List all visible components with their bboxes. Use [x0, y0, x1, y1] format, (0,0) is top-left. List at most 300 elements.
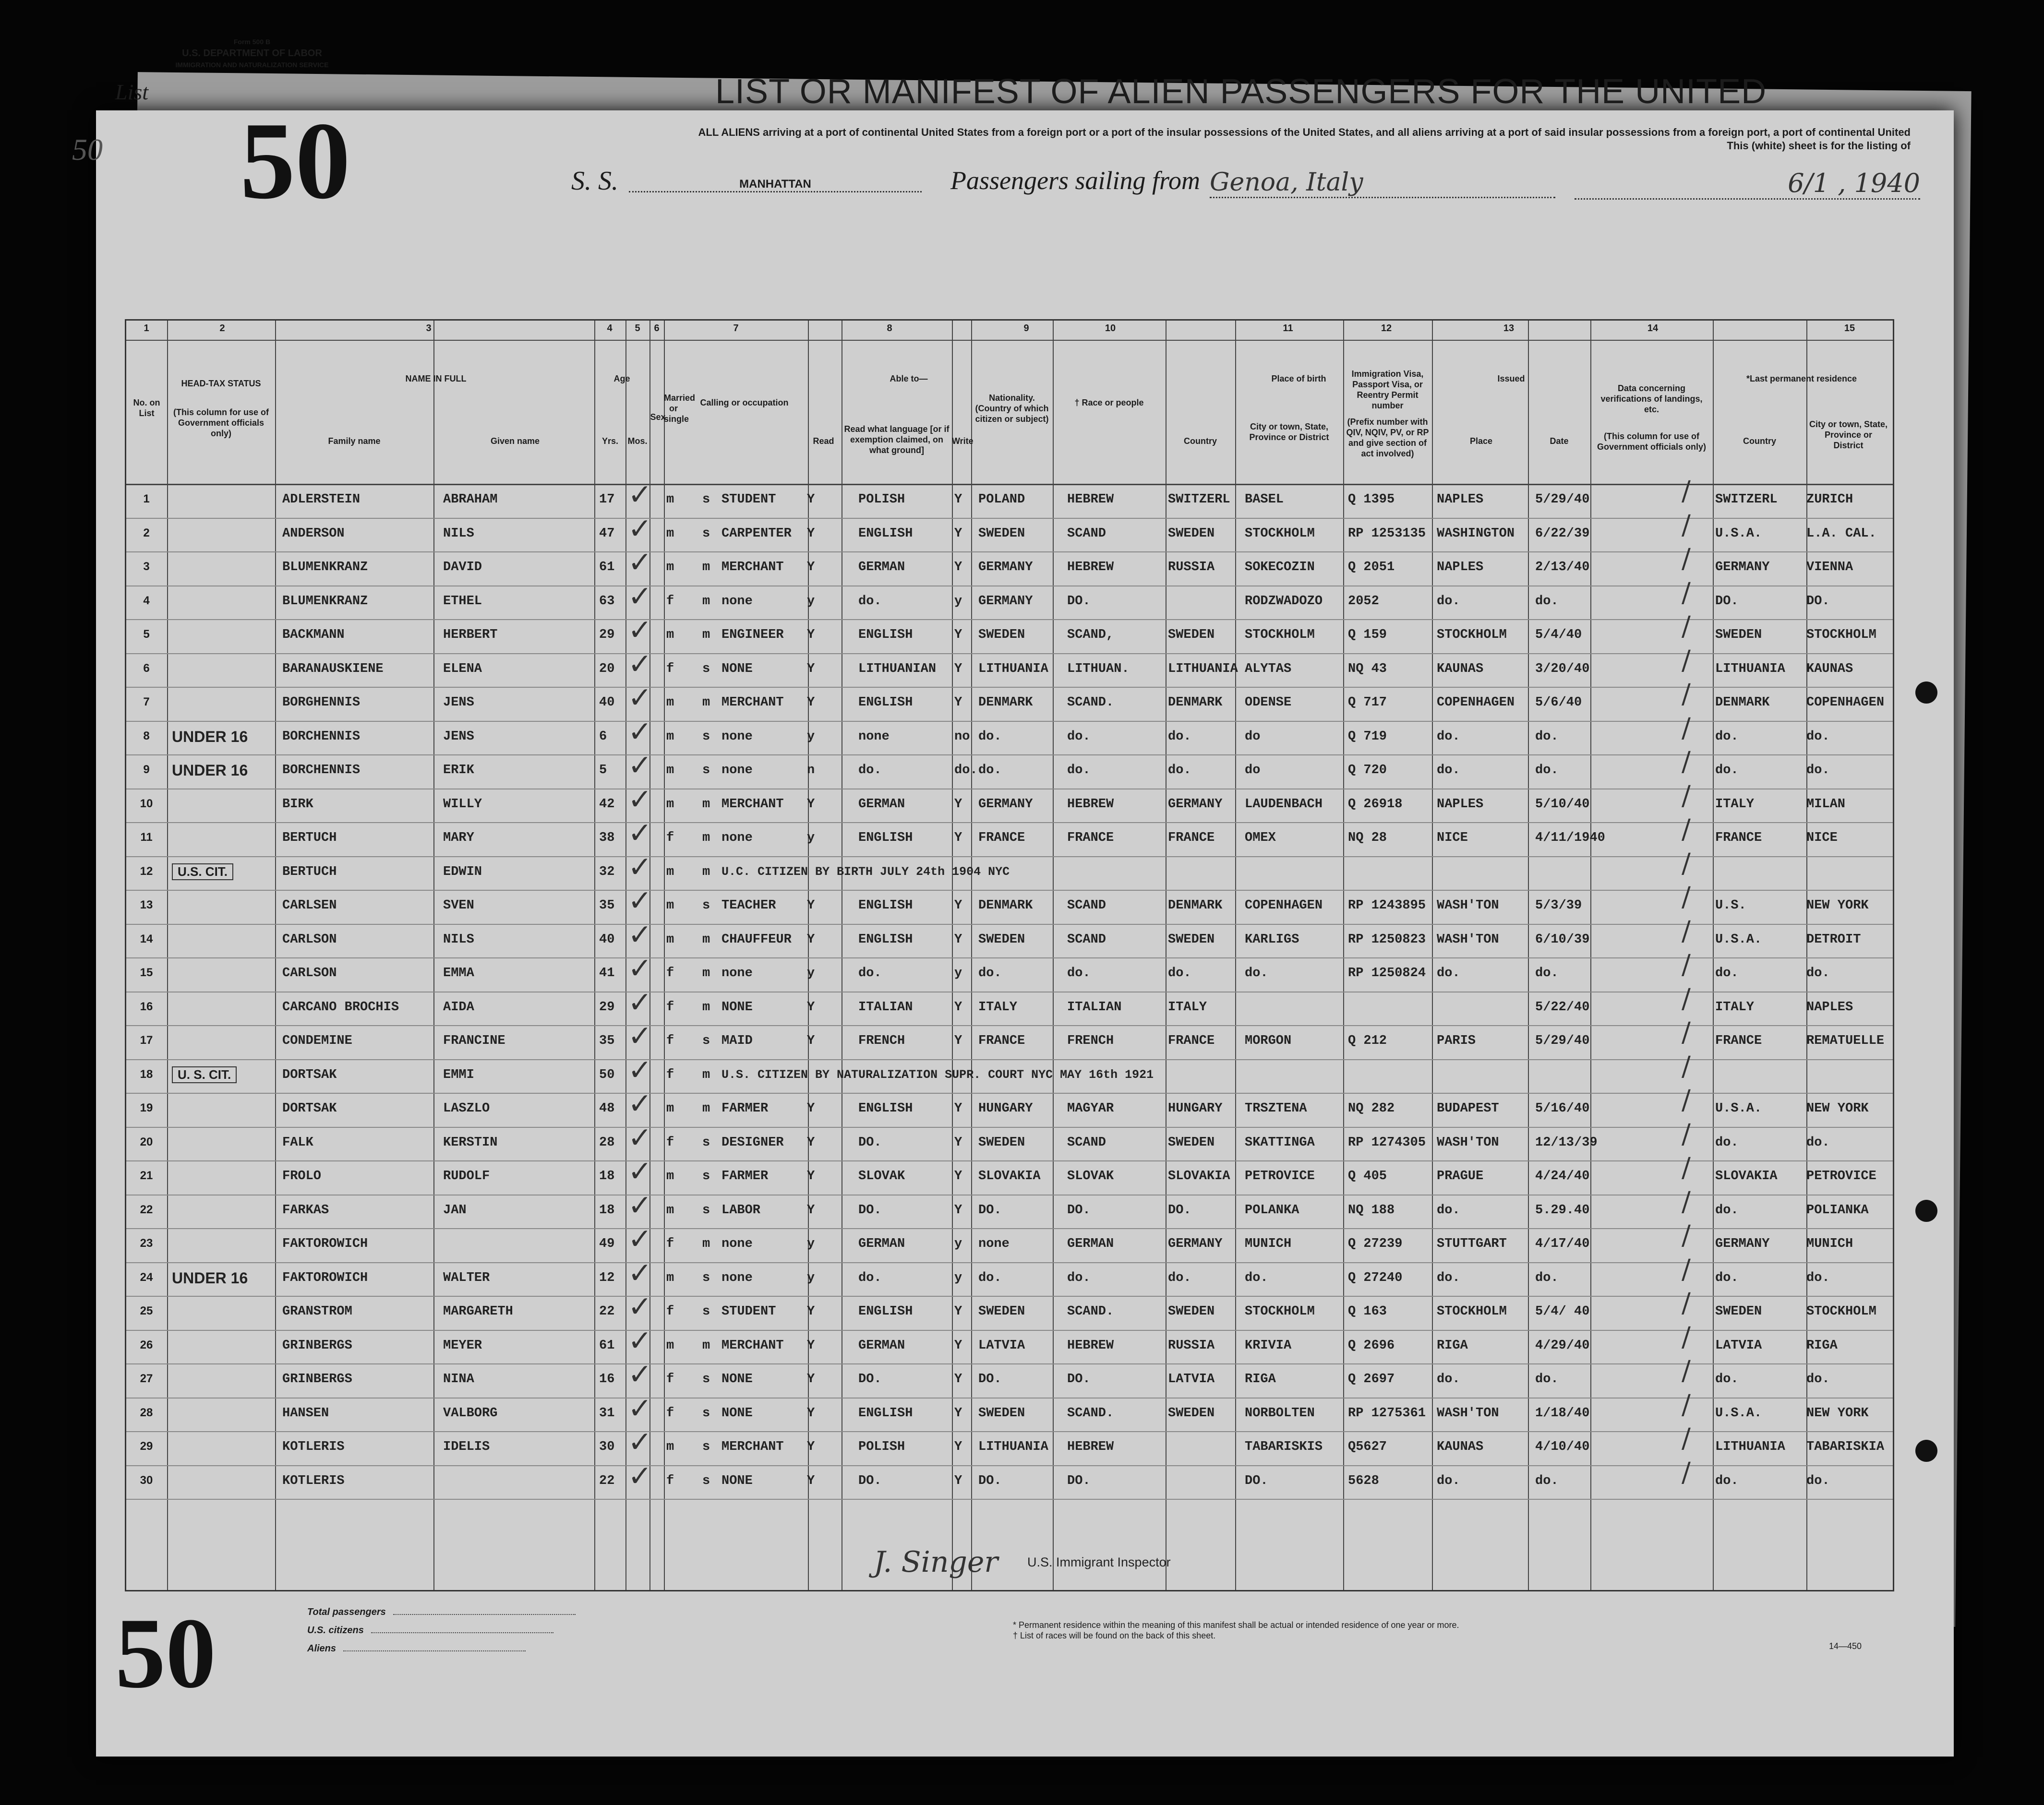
- cell-family: DORTSAK: [282, 1067, 337, 1082]
- cell-nat: LATVIA: [978, 1338, 1025, 1353]
- cell-yrs: 49: [599, 1237, 615, 1251]
- cell-given: WILLY: [443, 797, 482, 812]
- cell-race: LITHUAN.: [1067, 661, 1130, 676]
- cell-rcountry: U.S.: [1715, 898, 1746, 913]
- cell-rcity: NAPLES: [1806, 1000, 1853, 1015]
- cell-family: ANDERSON: [282, 526, 345, 541]
- cell-family: GRINBERGS: [282, 1338, 352, 1353]
- head-tax-status: U.S. CIT.: [172, 863, 233, 880]
- cell-idate: 5/4/40: [1535, 628, 1582, 642]
- aliens-row: [307, 1639, 576, 1658]
- cell-family: BACKMANN: [282, 628, 345, 642]
- cell-read: Y: [807, 1440, 815, 1454]
- row-number: 15: [140, 966, 153, 979]
- column-rule: [1235, 321, 1236, 1590]
- cell-family: CARLSEN: [282, 898, 337, 913]
- cell-lang: do.: [858, 1270, 882, 1285]
- cell-occ: STUDENT: [721, 492, 776, 507]
- verification-tick: /: [1682, 509, 1691, 541]
- cell-lang: DO.: [858, 1203, 882, 1218]
- column-rule: [1053, 321, 1054, 1590]
- cell-nat: FRANCE: [978, 831, 1025, 845]
- cell-bcountry: SWEDEN: [1168, 932, 1215, 947]
- column-number: 2: [219, 323, 225, 334]
- column-rule: [1343, 321, 1344, 1590]
- row-number: 16: [140, 1000, 153, 1013]
- cell-bcountry: do.: [1168, 1270, 1191, 1285]
- inspector-signature: J. Singer: [874, 1545, 998, 1579]
- totals-block: [307, 1603, 576, 1658]
- cell-occ: STUDENT: [721, 1304, 776, 1319]
- cell-sex: m: [666, 695, 674, 710]
- check-mark-icon: ✓: [628, 850, 652, 884]
- cell-occ: ENGINEER: [721, 628, 784, 642]
- cell-sex: f: [666, 1067, 674, 1082]
- cell-lang: none: [858, 729, 890, 744]
- cell-nat: GERMANY: [978, 797, 1033, 812]
- cell-rcity: VIENNA: [1806, 560, 1853, 574]
- cell-occ: NONE: [721, 1473, 753, 1488]
- cell-race: SCAND: [1067, 898, 1106, 913]
- cell-lang: ENGLISH: [858, 628, 913, 642]
- verification-tick: /: [1682, 1085, 1691, 1116]
- cell-visa: Q 405: [1348, 1169, 1387, 1183]
- cell-bcity: STOCKHOLM: [1245, 526, 1315, 541]
- cell-rcity: L.A. CAL.: [1806, 526, 1876, 541]
- cell-nat: SWEDEN: [978, 526, 1025, 541]
- cell-ms: s: [702, 1169, 710, 1183]
- list-number: 50: [240, 99, 350, 222]
- cell-family: BORCHENNIS: [282, 729, 361, 744]
- subtitle: [374, 126, 1911, 153]
- cell-read: y: [807, 831, 815, 845]
- check-mark-icon: ✓: [628, 782, 652, 816]
- check-mark-icon: ✓: [628, 1324, 652, 1358]
- cell-yrs: 42: [599, 797, 615, 812]
- check-mark-icon: ✓: [628, 884, 652, 918]
- cell-family: HANSEN: [282, 1406, 329, 1421]
- total-passengers-field: [393, 1614, 576, 1615]
- cell-rcity: NICE: [1806, 831, 1838, 845]
- cell-rcity: MUNICH: [1806, 1237, 1853, 1251]
- check-mark-icon: ✓: [628, 512, 652, 546]
- cell-lang: do.: [858, 594, 882, 609]
- cell-occ: NONE: [721, 661, 753, 676]
- cell-ms: s: [702, 492, 710, 507]
- row-rule: [126, 1499, 1893, 1500]
- cell-nat: do.: [978, 966, 1002, 980]
- row-number: 28: [140, 1406, 153, 1419]
- row-rule: [126, 1160, 1893, 1161]
- cell-rcountry: do.: [1715, 1203, 1739, 1218]
- cell-bcity: NORBOLTEN: [1245, 1406, 1315, 1421]
- cell-ms: s: [702, 898, 710, 913]
- cell-idate: 4/17/40: [1535, 1237, 1590, 1251]
- cell-bcountry: do.: [1168, 729, 1191, 744]
- cell-bcity: do: [1245, 729, 1261, 744]
- cell-occ: TEACHER: [721, 898, 776, 913]
- cell-sex: m: [666, 1101, 674, 1116]
- cell-read: Y: [807, 1169, 815, 1183]
- us-citizens-row: [307, 1621, 576, 1639]
- cell-ms: m: [702, 1338, 710, 1353]
- cell-race: DO.: [1067, 1372, 1091, 1387]
- cell-rcity: do.: [1806, 763, 1830, 777]
- cell-occ: CHAUFFEUR: [721, 932, 792, 947]
- column-number: 3: [426, 323, 432, 334]
- cell-yrs: 47: [599, 526, 615, 541]
- check-mark-icon: ✓: [628, 1222, 652, 1256]
- cell-rcountry: U.S.A.: [1715, 932, 1762, 947]
- cell-iplace: STOCKHOLM: [1437, 1304, 1507, 1319]
- verification-tick: /: [1682, 679, 1691, 710]
- cell-nat: FRANCE: [978, 1034, 1025, 1048]
- cell-occ: MAID: [721, 1034, 753, 1048]
- cell-write: Y: [954, 1473, 962, 1488]
- cell-rcountry: do.: [1715, 1270, 1739, 1285]
- cell-ms: m: [702, 628, 710, 642]
- cell-write: y: [954, 1237, 962, 1251]
- cell-read: Y: [807, 560, 815, 574]
- bottom-list-number: 50: [115, 1598, 216, 1709]
- cell-rcountry: ITALY: [1715, 1000, 1755, 1015]
- cell-read: Y: [807, 797, 815, 812]
- cell-given: NILS: [443, 932, 474, 947]
- column-header-family-name: Family name: [328, 436, 381, 446]
- cell-iplace: do.: [1437, 1473, 1460, 1488]
- cell-visa: NQ 282: [1348, 1101, 1395, 1116]
- column-header-yrs: Yrs.: [601, 436, 619, 446]
- department: U.S. DEPARTMENT OF LABOR: [182, 48, 322, 59]
- cell-race: HEBREW: [1067, 492, 1114, 507]
- cell-visa: Q 212: [1348, 1034, 1387, 1048]
- cell-idate: do.: [1535, 763, 1559, 777]
- cell-bcountry: SWEDEN: [1168, 1304, 1215, 1319]
- cell-read: Y: [807, 1101, 815, 1116]
- cell-iplace: NICE: [1437, 831, 1468, 845]
- column-header-last-residence: *Last permanent residence: [1746, 374, 1857, 383]
- row-number: 18: [140, 1067, 153, 1081]
- verification-tick: /: [1682, 848, 1691, 879]
- column-number: 4: [607, 323, 613, 334]
- cell-idate: 5/4/ 40: [1535, 1304, 1590, 1319]
- cell-family: BIRK: [282, 797, 313, 812]
- cell-rcountry: ITALY: [1715, 797, 1755, 812]
- cell-occ: none: [721, 594, 753, 609]
- check-mark-icon: ✓: [628, 985, 652, 1019]
- cell-occ: none: [721, 1237, 753, 1251]
- cell-occ: MERCHANT: [721, 1440, 784, 1454]
- column-header-read: Read: [813, 436, 834, 446]
- cell-race: SCAND.: [1067, 1406, 1114, 1421]
- cell-rcountry: DENMARK: [1715, 695, 1770, 710]
- cell-read: Y: [807, 492, 815, 507]
- cell-bcountry: LITHUANIA: [1168, 661, 1238, 676]
- cell-family: BLUMENKRANZ: [282, 560, 368, 574]
- cell-idate: do.: [1535, 966, 1559, 980]
- cell-family: KOTLERIS: [282, 1473, 345, 1488]
- check-mark-icon: ✓: [628, 1391, 652, 1425]
- cell-race: SCAND: [1067, 526, 1106, 541]
- cell-bcountry: DO.: [1168, 1203, 1191, 1218]
- cell-family: DORTSAK: [282, 1101, 337, 1116]
- cell-rcity: do.: [1806, 1270, 1830, 1285]
- cell-yrs: 16: [599, 1372, 615, 1387]
- cell-iplace: do.: [1437, 1372, 1460, 1387]
- verification-tick: /: [1682, 712, 1691, 744]
- cell-read: Y: [807, 628, 815, 642]
- cell-visa: Q 27240: [1348, 1270, 1403, 1285]
- cell-ms: m: [702, 560, 710, 574]
- form-number: Form 500 B: [233, 38, 271, 46]
- cell-nat: DO.: [978, 1473, 1002, 1488]
- cell-rcountry: SWEDEN: [1715, 628, 1762, 642]
- cell-race: MAGYAR: [1067, 1101, 1114, 1116]
- cell-nat: SLOVAKIA: [978, 1169, 1041, 1183]
- cell-bcountry: HUNGARY: [1168, 1101, 1223, 1116]
- column-rule: [952, 321, 953, 1590]
- cell-lang: ITALIAN: [858, 1000, 913, 1015]
- check-mark-icon: ✓: [628, 1188, 652, 1222]
- cell-lang: ENGLISH: [858, 1304, 913, 1319]
- cell-ms: m: [702, 797, 710, 812]
- cell-family: KOTLERIS: [282, 1440, 345, 1454]
- row-number: 17: [140, 1034, 153, 1047]
- cell-read: n: [807, 763, 815, 777]
- cell-iplace: do.: [1437, 594, 1460, 609]
- cell-nat: do.: [978, 729, 1002, 744]
- row-rule: [126, 721, 1893, 722]
- cell-write: y: [954, 1270, 962, 1285]
- cell-yrs: 32: [599, 864, 615, 879]
- cell-family: GRINBERGS: [282, 1372, 352, 1387]
- cell-read: Y: [807, 898, 815, 913]
- cell-bcity: STOCKHOLM: [1245, 628, 1315, 642]
- cell-visa: NQ 188: [1348, 1203, 1395, 1218]
- cell-read: Y: [807, 1338, 815, 1353]
- cell-lang: ENGLISH: [858, 695, 913, 710]
- column-header-place: Place: [1469, 436, 1493, 446]
- sailing-date: 6/1 , 1940: [1575, 168, 1920, 200]
- cell-occ: MERCHANT: [721, 695, 784, 710]
- cell-bcountry: SWEDEN: [1168, 526, 1215, 541]
- subtitle-line1: ALL ALIENS arriving at a port of continental United States from a foreign port or a port of the insular possessions of the United States, and all aliens arriving at a port of said insular possessions from a foreign port, a port of continental United: [698, 126, 1911, 138]
- cell-occ: none: [721, 966, 753, 980]
- column-rule: [808, 321, 809, 1590]
- cell-ms: s: [702, 1440, 710, 1454]
- cell-family: BERTUCH: [282, 864, 337, 879]
- departure-port: Genoa, Italy: [1210, 168, 1555, 198]
- cell-read: Y: [807, 1304, 815, 1319]
- cell-lang: GERMAN: [858, 560, 905, 574]
- cell-bcity: do.: [1245, 1270, 1268, 1285]
- cell-lang: ENGLISH: [858, 526, 913, 541]
- check-mark-icon: ✓: [628, 749, 652, 782]
- aliens-field: [343, 1650, 526, 1651]
- cell-ms: m: [702, 1000, 710, 1015]
- check-mark-icon: ✓: [628, 546, 652, 579]
- cell-bcountry: SWITZERL: [1168, 492, 1230, 507]
- cell-bcity: do: [1245, 763, 1261, 777]
- cell-ms: s: [702, 1473, 710, 1488]
- cell-read: Y: [807, 1372, 815, 1387]
- cell-lang: LITHUANIAN: [858, 661, 937, 676]
- cell-visa: Q 2697: [1348, 1372, 1395, 1387]
- cell-idate: do.: [1535, 594, 1559, 609]
- punch-hole: [1915, 1200, 1937, 1222]
- cell-given: SVEN: [443, 898, 474, 913]
- cell-yrs: 29: [599, 1000, 615, 1015]
- row-rule: [126, 1296, 1893, 1297]
- verification-tick: /: [1682, 543, 1691, 574]
- cell-occ: U.C. CITIZEN BY BIRTH JULY 24th 1904 NYC: [721, 864, 1010, 879]
- cell-idate: 5.29.40: [1535, 1203, 1590, 1218]
- cell-nat: do.: [978, 763, 1002, 777]
- check-mark-icon: ✓: [628, 579, 652, 613]
- cell-bcity: PETROVICE: [1245, 1169, 1315, 1183]
- cell-given: RUDOLF: [443, 1169, 490, 1183]
- cell-lang: DO.: [858, 1473, 882, 1488]
- footnote-residence: * Permanent residence within the meaning of this manifest shall be actual or intended residence of one year or more.: [1013, 1620, 1459, 1630]
- cell-race: FRENCH: [1067, 1034, 1114, 1048]
- cell-lang: GERMAN: [858, 1237, 905, 1251]
- cell-family: CARLSON: [282, 932, 337, 947]
- cell-write: Y: [954, 1372, 962, 1387]
- cell-rcountry: do.: [1715, 966, 1739, 980]
- verification-tick: /: [1682, 1152, 1691, 1183]
- row-rule: [126, 1431, 1893, 1432]
- header-rule: [126, 484, 1893, 485]
- cell-lang: DO.: [858, 1372, 882, 1387]
- cell-nat: LITHUANIA: [978, 1440, 1048, 1454]
- cell-race: HEBREW: [1067, 1338, 1114, 1353]
- cell-sex: f: [666, 1237, 674, 1251]
- cell-given: VALBORG: [443, 1406, 498, 1421]
- cell-ms: s: [702, 729, 710, 744]
- cell-given: ETHEL: [443, 594, 482, 609]
- cell-nat: SWEDEN: [978, 1406, 1025, 1421]
- verification-tick: /: [1682, 780, 1691, 812]
- cell-ms: s: [702, 763, 710, 777]
- cell-iplace: KAUNAS: [1437, 1440, 1484, 1454]
- cell-ms: s: [702, 1135, 710, 1150]
- column-header-res-city: City or town, State, Province or District: [1809, 419, 1888, 450]
- cell-write: Y: [954, 932, 962, 947]
- cell-iplace: STOCKHOLM: [1437, 628, 1507, 642]
- column-header-age: Age: [613, 374, 630, 383]
- cell-family: FAKTOROWICH: [282, 1237, 368, 1251]
- cell-race: HEBREW: [1067, 1440, 1114, 1454]
- column-header-read-lang: Read what language [or if exemption claimed, on what ground]: [844, 424, 950, 455]
- verification-tick: /: [1682, 746, 1691, 777]
- cell-visa: Q 717: [1348, 695, 1387, 710]
- cell-yrs: 18: [599, 1203, 615, 1218]
- cell-family: BORCHENNIS: [282, 763, 361, 777]
- verification-tick: /: [1682, 476, 1691, 507]
- cell-read: y: [807, 594, 815, 609]
- cell-nat: SWEDEN: [978, 1304, 1025, 1319]
- cell-rcountry: do.: [1715, 763, 1739, 777]
- column-rule: [167, 321, 168, 1590]
- cell-sex: f: [666, 966, 674, 980]
- cell-bcity: KRIVIA: [1245, 1338, 1292, 1353]
- cell-bcountry: GERMANY: [1168, 797, 1223, 812]
- cell-rcity: RIGA: [1806, 1338, 1838, 1353]
- row-rule: [126, 1093, 1893, 1094]
- cell-write: no: [954, 729, 970, 744]
- cell-idate: 5/22/40: [1535, 1000, 1590, 1015]
- column-header-visa-note: (Prefix number with QIV, NQIV, PV, or RP and give section of act involved): [1346, 417, 1429, 458]
- cell-given: MARY: [443, 831, 474, 845]
- row-rule: [126, 1127, 1893, 1128]
- cell-race: DO.: [1067, 1203, 1091, 1218]
- cell-family: FROLO: [282, 1169, 322, 1183]
- cell-write: Y: [954, 1203, 962, 1218]
- column-header-country: Country: [1184, 436, 1217, 446]
- cell-ms: m: [702, 966, 710, 980]
- cell-bcity: DO.: [1245, 1473, 1268, 1488]
- cell-visa: Q 2051: [1348, 560, 1395, 574]
- row-rule: [126, 856, 1893, 857]
- cell-iplace: COPENHAGEN: [1437, 695, 1515, 710]
- column-header-no-on-list: No. on List: [133, 398, 160, 418]
- cell-bcity: MUNICH: [1245, 1237, 1292, 1251]
- cell-write: Y: [954, 492, 962, 507]
- cell-bcity: do.: [1245, 966, 1268, 980]
- cell-rcity: KAUNAS: [1806, 661, 1853, 676]
- cell-yrs: 41: [599, 966, 615, 980]
- cell-yrs: 40: [599, 932, 615, 947]
- check-mark-icon: ✓: [628, 1019, 652, 1053]
- verification-tick: /: [1682, 1186, 1691, 1218]
- sailing-label: Passengers sailing from: [950, 166, 1201, 195]
- cell-bcity: BASEL: [1245, 492, 1284, 507]
- cell-iplace: RIGA: [1437, 1338, 1468, 1353]
- cell-occ: MERCHANT: [721, 797, 784, 812]
- cell-lang: do.: [858, 763, 882, 777]
- row-number: 11: [140, 831, 153, 844]
- cell-bcity: COPENHAGEN: [1245, 898, 1323, 913]
- cell-given: MARGARETH: [443, 1304, 513, 1319]
- cell-nat: DO.: [978, 1372, 1002, 1387]
- column-rule: [1528, 321, 1529, 1590]
- cell-yrs: 48: [599, 1101, 615, 1116]
- row-number: 2: [143, 526, 150, 539]
- cell-nat: DENMARK: [978, 695, 1033, 710]
- cell-write: y: [954, 594, 962, 609]
- cell-visa: NQ 43: [1348, 661, 1387, 676]
- cell-nat: DO.: [978, 1203, 1002, 1218]
- verification-tick: /: [1682, 577, 1691, 609]
- cell-yrs: 63: [599, 594, 615, 609]
- cell-bcountry: SWEDEN: [1168, 1135, 1215, 1150]
- verification-tick: /: [1682, 1355, 1691, 1387]
- column-header-head-tax: HEAD-TAX STATUS: [181, 379, 261, 388]
- cell-lang: POLISH: [858, 492, 905, 507]
- head-tax-status: UNDER 16: [172, 728, 248, 745]
- cell-idate: 4/24/40: [1535, 1169, 1590, 1183]
- cell-write: Y: [954, 831, 962, 845]
- cell-lang: ENGLISH: [858, 898, 913, 913]
- row-rule: [126, 1262, 1893, 1263]
- us-citizens-field: [371, 1632, 553, 1633]
- column-header-name-in-full: NAME IN FULL: [405, 374, 467, 383]
- cell-read: Y: [807, 1000, 815, 1015]
- cell-visa: Q 720: [1348, 763, 1387, 777]
- cell-iplace: NAPLES: [1437, 560, 1484, 574]
- header-rule: [126, 340, 1893, 341]
- cell-write: Y: [954, 526, 962, 541]
